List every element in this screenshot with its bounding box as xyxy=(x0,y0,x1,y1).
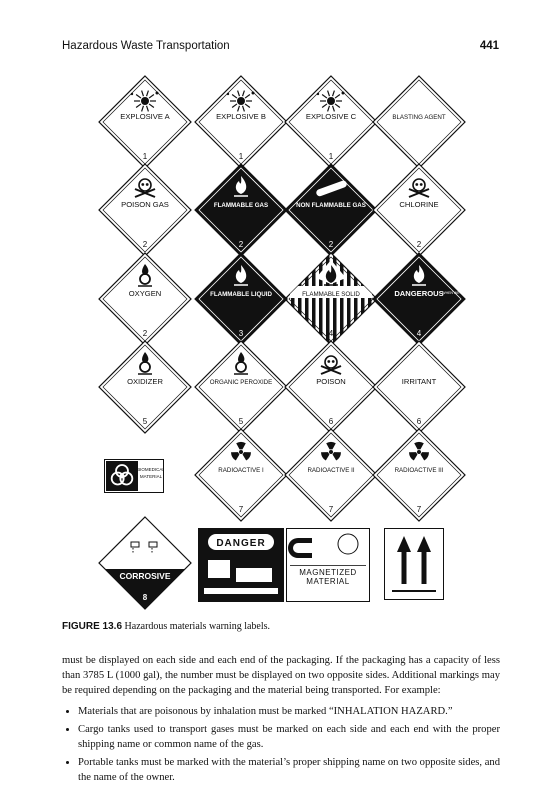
label-flammable-gas xyxy=(194,163,288,257)
bullet-item: • Cargo tanks used to transport gases must be marked on each side and each end with the proper shipping name or common name of the gas. xyxy=(78,722,500,752)
bullet-item: • Materials that are poisonous by inhalation must be marked “INHALATION HAZARD.” xyxy=(78,704,500,719)
class-number: 7 xyxy=(238,505,244,514)
label-name: FLAMMABLE GAS xyxy=(213,202,269,209)
label-radioactive-i xyxy=(194,428,288,522)
class-number: 7 xyxy=(328,505,334,514)
label-name: EXPLOSIVE C xyxy=(305,112,357,121)
label-subtext: WHEN WET xyxy=(442,291,462,295)
class-number: 1 xyxy=(238,152,244,161)
label-name: MATERIAL xyxy=(306,577,350,586)
label-poison xyxy=(284,340,378,434)
running-title: Hazardous Waste Transportation xyxy=(62,40,230,52)
class-number: 1 xyxy=(328,152,334,161)
running-header xyxy=(62,40,499,56)
label-radioactive-ii xyxy=(284,428,378,522)
class-number: 2 xyxy=(328,240,334,249)
label-name: OXYGEN xyxy=(128,289,162,298)
body-paragraph: must be displayed on each side and each end of the packaging. If the packaging has a capacity of less than 3785 L (1000 gal), the number must be displayed on two opposite sides. Additional markings may be required depending on the packaging and the material being transported. For example: xyxy=(62,655,500,696)
label-corrosive xyxy=(98,516,192,610)
class-number: 2 xyxy=(142,240,148,249)
label-non-flammable-gas xyxy=(284,163,378,257)
label-name: NON FLAMMABLE GAS xyxy=(296,202,366,209)
class-number: 7 xyxy=(416,505,422,514)
label-name: MAGNETIZED xyxy=(299,568,357,577)
label-explosive-a xyxy=(98,75,192,169)
label-name: POISON GAS xyxy=(121,200,169,209)
label-name: EXPLOSIVE A xyxy=(120,112,170,121)
label-oxidizer xyxy=(98,340,192,434)
label-chlorine xyxy=(372,163,466,257)
class-number: 1 xyxy=(142,152,148,161)
label-name: DANGER xyxy=(216,538,266,549)
label-name: CHLORINE xyxy=(399,200,439,209)
label-explosive-c xyxy=(284,75,378,169)
label-name: ORGANIC PEROXIDE xyxy=(209,379,273,386)
body-text xyxy=(62,653,500,788)
label-organic-peroxide xyxy=(194,340,288,434)
class-number: 2 xyxy=(238,240,244,249)
label-name: RADIOACTIVE I xyxy=(218,467,264,474)
label-flammable-solid xyxy=(284,252,378,346)
label-name: BIOMEDICAL xyxy=(137,467,164,472)
label-oxygen xyxy=(98,252,192,346)
label-name: RADIOACTIVE II xyxy=(307,467,355,474)
label-arrows xyxy=(384,528,444,600)
class-number: 2 xyxy=(416,240,422,249)
class-number: 4 xyxy=(328,329,334,338)
label-name: RADIOACTIVE III xyxy=(394,467,444,474)
bullet-list xyxy=(62,704,500,785)
label-name: IRRITANT xyxy=(401,377,437,386)
class-number: 6 xyxy=(328,417,334,426)
page-number: 441 xyxy=(479,40,499,52)
label-name: OXIDIZER xyxy=(127,377,163,386)
label-flammable-liquid xyxy=(194,252,288,346)
bullet-item: • Portable tanks must be marked with the material’s proper shipping name on two opposite sides, and the name of the owner. xyxy=(78,755,500,785)
figure-label: FIGURE 13.6 xyxy=(62,621,123,632)
label-blasting-agent xyxy=(372,75,466,169)
label-name: BLASTING AGENT xyxy=(392,114,446,121)
label-name: EXPLOSIVE B xyxy=(216,112,266,121)
label-name: FLAMMABLE LIQUID xyxy=(210,291,272,298)
class-number: 5 xyxy=(238,417,244,426)
class-number: 6 xyxy=(416,417,422,426)
label-name: POISON xyxy=(316,377,346,386)
class-number: 5 xyxy=(142,417,148,426)
label-irritant xyxy=(372,340,466,434)
class-number: 2 xyxy=(142,329,148,338)
label-explosive-b xyxy=(194,75,288,169)
label-name: DANGEROUS xyxy=(394,289,444,298)
label-dangerous xyxy=(372,252,466,346)
class-number: 4 xyxy=(416,329,422,338)
class-number: 3 xyxy=(238,329,244,338)
label-danger xyxy=(198,528,284,602)
label-biomedical-material xyxy=(104,459,164,493)
label-name: MATERIAL xyxy=(139,474,163,479)
label-poison-gas xyxy=(98,163,192,257)
label-radioactive-iii xyxy=(372,428,466,522)
figure-caption-text: Hazardous materials warning labels. xyxy=(122,621,271,632)
label-name: CORROSIVE xyxy=(119,571,171,581)
figure-caption xyxy=(62,621,270,632)
label-magnetized-material xyxy=(286,528,370,602)
class-number: 8 xyxy=(142,593,148,602)
label-name: FLAMMABLE SOLID xyxy=(302,291,360,298)
